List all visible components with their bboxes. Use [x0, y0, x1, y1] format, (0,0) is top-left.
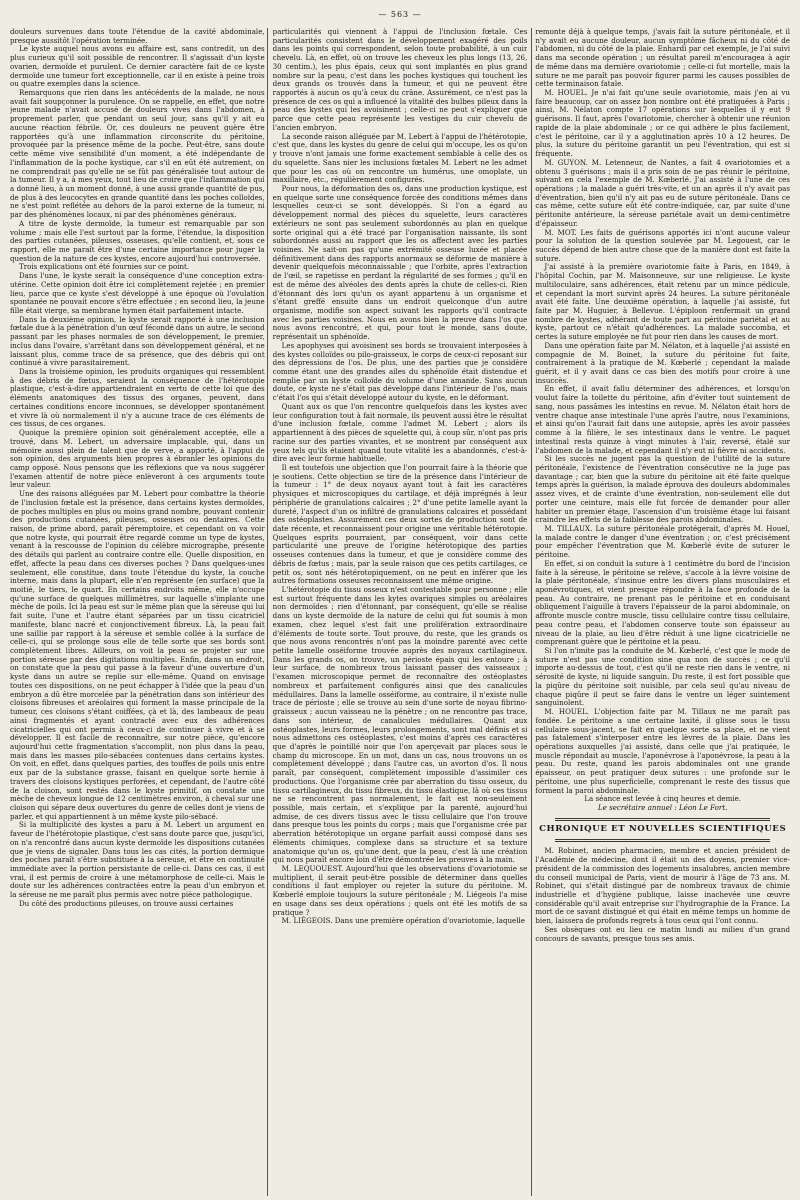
paragraph: M. Robinet, ancien pharmacien, membre et ancien président de l'Académie de médecine, dont il était un des doyens, premier vice-président de la commission des logements insalubres, ancien membre du conseil municipal de Paris, vient de mourir à l'âge de 73 ans. M. Robinet, qui s'était distingué par de nombreux travaux de chimie industrielle et d'hygiène publique, laisse inachevée une œuvre considérable qu'il avait entreprise sur l'hydrographie de la France. La mort de ce savant distingué et qui était en même temps un homme de bien, laissera de profonds regrets à tous ceux qui l'ont connu. [535, 846, 790, 926]
paragraph: J'ai assisté à la première ovariotomie faite à Paris, en 1849, à l'hôpital Cochin, par M. Maisonneuve, sur une religieuse. Le kyste multiloculaire, sans adhérences, était retenu par un mince pédicule, et cependant la mort survint après 24 heures. La suture péritonéale avait été faite. Une deuxième opération, à laquelle j'ai assisté, fut faite par M. Huguier, à Bellevue. L'épiploon renfermait un grand nombre de kystes, adhérant de toute part au péritoine pariétal et au kyste, partout ce n'était qu'adhérences. La malade succomba, et certes la suture employée ne fut pour rien dans les causes de mort. [535, 262, 790, 342]
section-divider [555, 818, 770, 822]
paragraph: Une des raisons alléguées par M. Lebert pour combattre la théorie de l'inclusion fœtale est la présence, dans certains kystes dermoïdes, de poches multiples en plus ou moins grand nombre, pouvant contenir des productions cutanées, pileuses, osseuses ou dentaires. Cette raison, de prime abord, paraît péremptoire, et cependant on va voir que notre kyste, qui pourrait être regardé comme un type de kystes, venant à la rescousse de l'opinion du célèbre micrographe, présente des détails qui parlent au contraire contre elle. Quelle disposition, en effet, affecte la peau dans ces diverses poches ? Dans quelques-unes seulement, elle constitue, dans toute l'étendue du kyste, la couche interne, mais dans la plupart, elle n'en représente (en surface) que la moitié, le tiers, le quart. En certains endroits même, elle n'occupe qu'une surface de quelques millimètres, sur laquelle s'implante une mèche de poils. Ici la peau est sur le même plan que la séreuse qui lui fait suite, l'une et l'autre étant séparées par un tissu cicatriciel manifeste, blanc nacré et conjonctivement fibreux. Là, la peau fait une saillie par rapport à la séreuse et semble collée à la surface de celle-ci, qui se prolonge sous elle de telle sorte que ses bords sont complètement libres. Ailleurs, on voit la peau se projeter sur une portion séreuse par des digitations multiples. Enfin, dans un endroit, on constate que la peau qui passe à la faveur d'une ouverture d'un kyste dans un autre se replie sur elle-même. Quand on envisage toutes ces dispositions, on ne peut échapper à l'idée que la peau d'un embryon a dû être morcelée par la pénétration dans son intérieur des cloisons fibreuses et aréolaires qui forment la masse principale de la tumeur, ces cloisons s'étant coiffées, çà et là, des lambeaux de peau ainsi fragmentés et ayant contracté avec eux des adhérences cicatricielles qui ont permis à ceux-ci de continuer à vivre et à se développer. Il est facile de reconnaître, sur notre pièce, qu'encore aujourd'hui cette fragmentation s'accomplit, non plus dans la peau, mais dans les masses pilo-sébacées contenues dans certains kystes. On voit, en effet, dans quelques parties, des touffes de poils unis entre eux par de la substance grasse, faisant en quelque sorte hernie à travers des cloisons kystiques perforées, et cependant, de l'autre côté de la cloison, sont restés dans le kyste primitif, on constate une mèche de cheveux longue de 12 centimètres environ, à cheval sur une cloison qui sépare deux ouvertures du genre de celles dont je viens de parler, et qui appartiennent à un même kyste pilo-sébacé. [10, 489, 265, 821]
chronicle-body [535, 847, 790, 943]
paragraph: Ses obsèques ont eu lieu ce matin lundi au milieu d'un grand concours de savants, presque tous ses amis. [535, 924, 790, 943]
paragraph: remonte déjà à quelque temps, j'avais fait la suture péritonéale, et il n'y avait eu aucune douleur, aucun symptôme fâcheux ni du côté de l'abdomen, ni du côté de la plaie. Enhardi par cet exemple, je l'ai suivi dans ma seconde opération ; un résultat pareil m'encouragea à agir de même dans ma dernière ovariotomie ; celle-ci fut mortelle, mais la suture ne me paraît pas pouvoir figurer parmi les causes possibles de cette terminaison fatale. [535, 28, 790, 89]
section-title: CHRONIQUE ET NOUVELLES SCIENTIFIQUES [539, 824, 787, 835]
page-header [10, 0, 790, 28]
paragraph: Il est toutefois une objection que l'on pourrait faire à la théorie que je soutiens. Cette objection se tire de la présence dans l'intérieur de la tumeur : 1° de deux noyaux ayant tout à fait les caractères physiques et microscopiques du cartilage, et déjà imprégnés à leur périphérie de granulations calcaires ; 2° d'une petite lamelle ayant la dureté, l'aspect d'un os infiltré de granulations calcaires et possédant des ostéoplastes. Assurément ces deux sortes de production sont de date récente, et reconnaissent pour origine une véritable hétérotopie. Quelques esprits pourraient, par conséquent, voir dans cette particularité une preuve de l'origine hétérotopique des parties osseuses contenues dans la tumeur, et que je considère comme des débris de fœtus ; mais, par la seule raison que ces petits cartilages, ce petit os, sont nés hétérotopiquement, on ne peut en inférer que les autres formations osseuses reconnaissent une même origine. [272, 462, 528, 586]
paragraph: Quant aux os que l'on rencontre quelquefois dans les kystes avec leur configuration tout à fait normale, ils peuvent aussi être le résultat d'une inclusion fœtale, comme l'admet M. Lebert ; alors ils appartiennent à des pièces de squelette qui, à coup sûr, n'ont pas pris racine sur des parties vivantes, et se montrent par conséquent aux yeux tels qu'ils étaient quand toute vitalité les a abandonnés, c'est-à-dire avec leur forme habituelle. [272, 401, 528, 464]
paragraph: Dans l'une, le kyste serait la conséquence d'une conception extra-utérine. Cette opinion doit être ici complètement rejetée ; en premier lieu, parce que ce kyste s'est développé à une époque où l'ovulation spontanée ne pouvait encore s'être effectuée ; en second lieu, la jeune fille était vierge, sa membrane hymen était parfaitement intacte. [10, 271, 265, 315]
column-divider [531, 28, 532, 1196]
paragraph: En effet, il avait fallu déterminer des adhérences, et lorsqu'on voulut faire la toilette du péritoine, afin d'éviter tout suintement de sang, nous passâmes les intestins en revue. M. Nélaton était hors de ventre chaque anse intestinale l'une après l'autre, nous l'examinions, et ainsi qu'on l'aurait fait dans une autopsie, après les avoir passées comme à la filière, le ses intestinaux dans le ventre. Le paquet intestinal resta quinze à vingt minutes à l'air, reversé, étalé sur l'abdomen de la malade, et cependant il n'y eut ni fièvre ni accidents. [535, 384, 790, 455]
paragraph: M. HOUEL. L'objection faite par M. Tillaux ne me paraît pas fondée. Le péritoine a une certaine laxité, il glisse sous le tissu cellulaire sous-jacent, se fait en quelque sorte sa place, et ne vient pas fatalement s'interposer entre les lèvres de la plaie. Dans les opérations auxquelles j'ai assisté, dans celle que j'ai pratiquée, le muscle répondait au muscle, l'aponévrose à l'aponévrose, la peau à la peau. Du reste, quand les parois abdominales ont une grande épaisseur, on peut pratiquer deux sutures : une profonde sur le péritoine, une plus superficielle, comprenant le reste des tissus que forment la paroi abdominale. [535, 707, 790, 795]
paragraph: Si l'on n'imite pas la conduite de M. Kœberlé, c'est que le mode de suture n'est pas une condition sine qua non de succès ; ce qu'il importe au-dessus de tout, c'est qu'il ne reste rien dans le ventre, ni sérosité de kyste, ni liquide sanguin. Du reste, il est fort possible que la piqûre du péritoine soit nuisible, par cela seul qu'au niveau de chaque piqûre il peut se faire dans le ventre un léger suintement sanguinolent. [535, 646, 790, 708]
paragraph: La seconde raison alléguée par M. Lebert à l'appui de l'hétérotopie, c'est que, dans les kystes du genre de celui qui m'occupe, les os qu'on y trouve n'ont jamais une forme exactement semblable à celle des os du squelette. Sans nier les inclusions fœtales M. Lebert ne les admet que pour les cas où on rencontre un humérus, une omoplate, un maxillaire, etc., régulièrement configurés. [272, 131, 528, 185]
paragraph: particularités qui viennent à l'appui de l'inclusion fœtale. Ces particularités consistent dans le développement exagéré des poils dans les points qui correspondent, selon toute probabilité, à un cuir chevelu. Là, en effet, où on trouve les cheveux les plus longs (13, 26, 30 centim.), les plus épais, ceux qui sont implantés en plus grand nombre sur la peau, c'est dans les poches kystiques qui touchent les deux grands os trouvés dans la tumeur, et qui ne peuvent être rapportés à aucun os qu'à ceux du crâne. Assurément, ce n'est pas la présence de ces os qui a influencé la vitalité des bulbes pileux dans la peau des kystes qui les avoisinent ; celle-ci ne peut s'expliquer que parce que cette peau représente les vestiges du cuir chevelu de l'ancien embryon. [272, 28, 528, 132]
paragraph: En effet, si on conduit la suture à 1 centimètre du bord de l'incision faite à la séreuse, le péritoine se relève, s'accole à la lèvre voisine de la plaie péritonéale, s'insinue entre les divers plans musculaires et aponévrotiques, et vient presque répondre à la face profonde de la peau. Au contraire, ne prenant pas le péritoine et en conduisant obliquement l'aiguille à travers l'épaisseur de la paroi abdominale, on affronte muscle contre muscle, tissu cellulaire contre tissu cellulaire, peau contre peau, et l'abdomen conserve toute son épaisseur au niveau de la plaie, au lieu d'être réduit à une ligne cicatricielle ne comprenant guère que le péritoine et la peau. [535, 558, 790, 647]
paragraph: La séance est levée à cinq heures et demie. [584, 794, 742, 804]
paragraph: Dans la deuxième opinion, le kyste serait rapporté à une inclusion fœtale due à la pénétration d'un œuf fécondé dans un autre, le second passant par les phases normales de son développement, le premier, inclus dans l'ovaire, s'arrêtant dans son développement général, et ne laissant plus, comme trace de sa présence, que des débris qui ont continué à vivre parasitairement. [10, 314, 265, 368]
paragraph: Dans la troisième opinion, les produits organiques qui ressemblent à des débris de fœtus, seraient la conséquence de l'hétérotopie plastique, c'est-à-dire appartiendraient en vertu de cette loi que des éléments anatomiques des tissus des organes, peuvent, dans certaines conditions encore inconnues, se développer spontanément et vivre là où normalement il n'y a aucune trace de ces éléments de ces tissus, de ces organes. [10, 367, 265, 429]
paragraph: Dans une opération faite par M. Nélaton, et à laquelle j'ai assisté en compagnie de M. Boinet, la suture du péritoine fut faite, contrairement à la pratique de M. Kœberlé ; cependant la malade guérit, et il y avait dans ce cas bien des motifs pour croire à une insuccès. [535, 340, 790, 385]
column-2 [273, 28, 528, 1196]
paragraph: Si la multiplicité des kystes a paru à M. Lebert un argument en faveur de l'hétérotopie plastique, c'est sans doute parce que, jusqu'ici, on n'a rencontré dans aucun kyste dermoïde les dispositions cutanées que je viens de signaler. Dans tous les cas cités, la portion dermique des poches paraît s'être substituée à la séreuse, et être en continuité immédiate avec la portion persistante de celle-ci. Dans ces cas, il est vrai, il est permis de croire à une métamorphose de celle-ci. Mais le doute sur les adhérences contractées entre la peau d'un embryon et la séreuse ne me paraît plus permis avec notre pièce pathologique. [10, 820, 265, 900]
paragraph: M. TILLAUX. La suture péritonéale protégerait, d'après M. Houel, la malade contre le danger d'une éventration ; or, c'est précisément pour empêcher l'éventration que M. Kœberlé évite de suturer le péritoine. [535, 523, 790, 560]
paragraph: M. LIÉGEOIS. Dans une première opération d'ovariotomie, laquelle [281, 916, 525, 926]
page-number: — 563 — [378, 9, 422, 19]
paragraph: M. MOT. Les faits de guérisons apportés ici n'ont aucune valeur pour la solution de la question soulevée par M. Legouest, car le succès dépend de bien autre chose que de la manière dont est faite la suture. [535, 227, 790, 263]
column-1 [10, 28, 265, 1196]
paragraph: Quoique la première opinion soit généralement acceptée, elle a trouvé, dans M. Lebert, un adversaire implacable, qui, dans un mémoire aussi plein de talent que de verve, a apporté, à l'appui de son opinion, des arguments bien propres à ébranler les opinions du camp opposé. Nous pensons que les réflexions que va nous suggérer l'examen attentif de notre pièce enlèveront à ces arguments toute leur valeur. [10, 428, 265, 490]
paragraph: A titre de kyste dermoïde, la tumeur est remarquable par son volume ; mais elle l'est surtout par la forme, l'étendue, la disposition des parties cutanées, pileuses, osseuses, qu'elle contient, et, sous ce rapport, elle me paraît être d'une certaine importance pour juger la question de la nature de ces kystes, encore aujourd'hui controversée. [10, 218, 265, 263]
column-3 [535, 28, 790, 1196]
paragraph: Remarquons que rien dans les antécédents de la malade, ne nous avait fait soupçonner la purulence. On se rappelle, en effet, que notre jeune malade n'avait accusé de douleurs vives dans l'abdomen, à proprement parler, que pendant un seul jour, sans qu'il y ait eu aucune réaction fébrile. Or, ces douleurs ne peuvent guère être rapportées qu'à une inflammation circonscrite du péritoine, provoquée par la présence même de la poche. Peut-être, sans doute cette même vive sensibilité d'un moment, a été indépendante de l'inflammation de la poche kystique, car s'il en eût été autrement, on ne comprendrait pas qu'elle ne se fût pas généralisée tout autour de la tumeur. Il y a, à mes yeux, tout lieu de croire que l'inflammation qui a donné lieu, à un moment donné, à une aussi grande quantité de pus, de plus à des leucocytes en grande quantité dans les poches colloïdes, ne s'est point reflétée au dehors de la paroi externe de la tumeur, ni par des phénomènes locaux, ni par des phénomènes généraux. [10, 88, 265, 220]
paragraph: Pour nous, la déformation des os, dans une production kystique, est en quelque sorte une conséquence forcée des conditions mêmes dans lesquelles ceux-ci se sont développés. Si l'on a égard au développement normal des pièces du squelette, leurs caractères extérieurs ne sont pas seulement subordonnés au plan en quelque sorte original qui a été tracé par l'organisation naissante, ils sont subordonnés aussi au rapport que les os affectent avec les parties voisines. Ne sait-on pas qu'une extrémité osseuse luxée et placée définitivement dans des rapports anormaux se déforme de manière à devenir quelquefois méconnaissable ; que l'orbite, après l'extraction de l'œil, se rapetisse en perdant la régularité de ses formes ; qu'il en est de même des alvéoles des dents après la chute de celles-ci. Rien d'étonnant dès lors qu'un os ayant appartenu à un organisme et s'étant greffé ensuite dans un endroit quelconque d'un autre organisme, modifie son aspect suivant les rapports qu'il contracte avec les parties voisines. Nous en avons bien la preuve dans l'os que nous avons rencontré, et qui, pour tout le monde, sans doute, représentait un sphénoïde. [272, 183, 528, 342]
paragraph: Le kyste auquel nous avons eu affaire est, sans contredit, un des plus curieux qu'il soit possible de rencontrer. Il s'agissait d'un kyste ovarien, dermoïde et purulent. Ce dernier caractère fait de ce kyste dermoïde une tumeur fort exceptionnelle, car il en existe à peine trois ou quatre exemples dans la science. [10, 44, 265, 89]
paragraph: douleurs survenues dans toute l'étendue de la cavité abdominale, presque aussitôt l'opération terminée. [10, 28, 265, 45]
paragraph: M. LEQUOUEST. Aujourd'hui que les observations d'ovariotomie se multiplient, il serait peut-être possible de déterminer dans quelles conditions il faut employer ou rejeter la suture du péritoine. M. Kœberlé emploie toujours la suture péritonéale ; M. Liégeois l'a mise en usage dans ses deux opérations ; quels ont été les motifs de sa pratique ? [272, 864, 528, 917]
paragraph: M. GUYON. M. Letenneur, de Nantes, a fait 4 ovariotomies et a obtenu 3 guérisons ; mais il a pris soin de ne pas réunir le péritoine, suivant en cela l'exemple de M. Kœberlé. J'ai assisté à l'une de ces opérations ; la malade a guéri très-vite, et un an après il n'y avait pas d'éventration, bien qu'il n'y ait pas eu de suture péritonéale. Dans ce cas même, cette suture eût été contre-indiquée, car, par suite d'une péritonite antérieure, la séreuse pariétale avait un demi-centimètre d'épaisseur. [535, 157, 790, 228]
paragraph: Trois explications ont été fournies sur ce point. [19, 262, 190, 272]
text-columns [10, 28, 790, 1196]
paragraph: Le secrétaire annuel : Léon Le Fort. [597, 802, 728, 812]
paragraph: Si les succès ne jugent pas la question de l'utilité de la suture péritonéale, l'existence de l'éventration consécutive ne la juge pas davantage ; car, bien que la suture du péritoine ait été faite quelque temps après la guérison, la malade éprouva des douleurs abdominales assez vives, et de crainte d'une éventration, non-seulement elle dut porter une ceinture, mais elle fut forcée de demander pour aller habiter un premier étage, l'ascension d'un troisième étage lui faisant craindre les effets de la faiblesse des parois abdominales. [535, 454, 790, 525]
paragraph: L'hétérotopie du tissu osseux n'est contestable pour personne ; elle est surtout fréquente dans les kytes ovariques simples ou aréolaires non dermoïdes ; rien d'étonnant, par conséquent, qu'elle se réalise dans un kyste dermoïde de la nature de celui qui fut soumis à mon examen, chez lequel s'est fait une prolifération extraordinaire d'éléments de toute sorte. Tout prouve, du reste, que les grands os que nous avons rencontrés n'ont pas la moindre parenté avec cette petite lamelle osséiforme trouvée auprès des noyaux cartilagineux. Dans les grands os, on trouve, un périoste épais qui les entoure ; à leur surface, de nombreux trous laissant passer des vaisseaux ; l'examen microscopique permet de reconnaître des ostéoplastes nombreux et parfaitement configurés ainsi que des canalicules médullaires. Dans la lamelle osséiforme, au contraire, il n'existe nulle trace de périoste ; elle se trouve au sein d'une sorte de noyau fibrino-graisseux ; aucun vaisseau ne la pénètre ; on ne rencontre pas trace, dans son intérieur, de canalicules médullaires. Quant aux ostéoplastes, leurs formes, leurs prolongements, sont mal définis et si nous admettons ces ostéoplastes, c'est moins d'après ces caractères que d'après le pointillé noir que l'on aperçevait par places sous le champ du microscope. En un mot, dans un cas, nous trouvons un os complètement développé ; dans l'autre cas, un avorton d'os. Il nous paraît, par conséquent, complètement impossible d'assimiler ces productions. Que l'organisme crée par aberration du tissu osseux, du tissu cartilagineux, du tissu fibreux, du tissu élastique, là où ces tissus ne se rencontrent pas normalement, le fait est non-seulement possible, mais certain, et s'explique par la parenté, aujourd'hui admise, de ces divers tissus avec le tissu cellulaire que l'on trouve dans presque tous les points du corps ; mais que l'organisme crée par aberration hétérotopique un organe parfait aussi composé dans ses éléments chimiques, complexe dans sa structure et sa texture anatomique qu'un os, qu'une dent, que la peau, c'est là une création qui nous paraît encore loin d'être démontrée les preuves à la main. [272, 585, 528, 865]
column-2-body [273, 28, 528, 926]
section-divider [555, 839, 770, 843]
column-1-body [10, 28, 265, 909]
paragraph: Du côté des productions pileuses, on trouve aussi certaines [19, 898, 234, 908]
paragraph: M. HOUEL. Je n'ai fait qu'une seule ovariotomie, mais j'en ai vu faire beaucoup, car on assez bon nombre ont été pratiquées à Paris ; ainsi, M. Nélaton compte 17 opérations sur lesquelles il y eut 9 guérisons. Il faut, après l'ovariotomie, chercher à obtenir une réunion rapide de la plaie abdominale ; or ce qui adhère le plus facilement, c'est le péritoine, car il y a agglutination après 10 à 12 heures. De plus, la suture du péritoine garantit un peu l'éventration, qui est si fréquente. [535, 88, 790, 159]
paragraph: Les apophyses qui avoisinent ses bords se trouvaient interposées à des kystes colloïdes ou pilo-graisseux, le corps de ceux-ci reposant sur des dépressions de l'os. De plus, une des parties que je considère comme étant une des grandes ailes du sphénoïde était distendue et remplie par un kyste colloïde du volume d'une amande. Sans aucun doute, ce kyste ne s'était pas développé dans l'intérieur de l'os, mais c'était l'os qui s'était développé autour du kyste, en le déformant. [272, 340, 528, 403]
column-divider [267, 28, 268, 1196]
column-3-body [535, 28, 790, 813]
